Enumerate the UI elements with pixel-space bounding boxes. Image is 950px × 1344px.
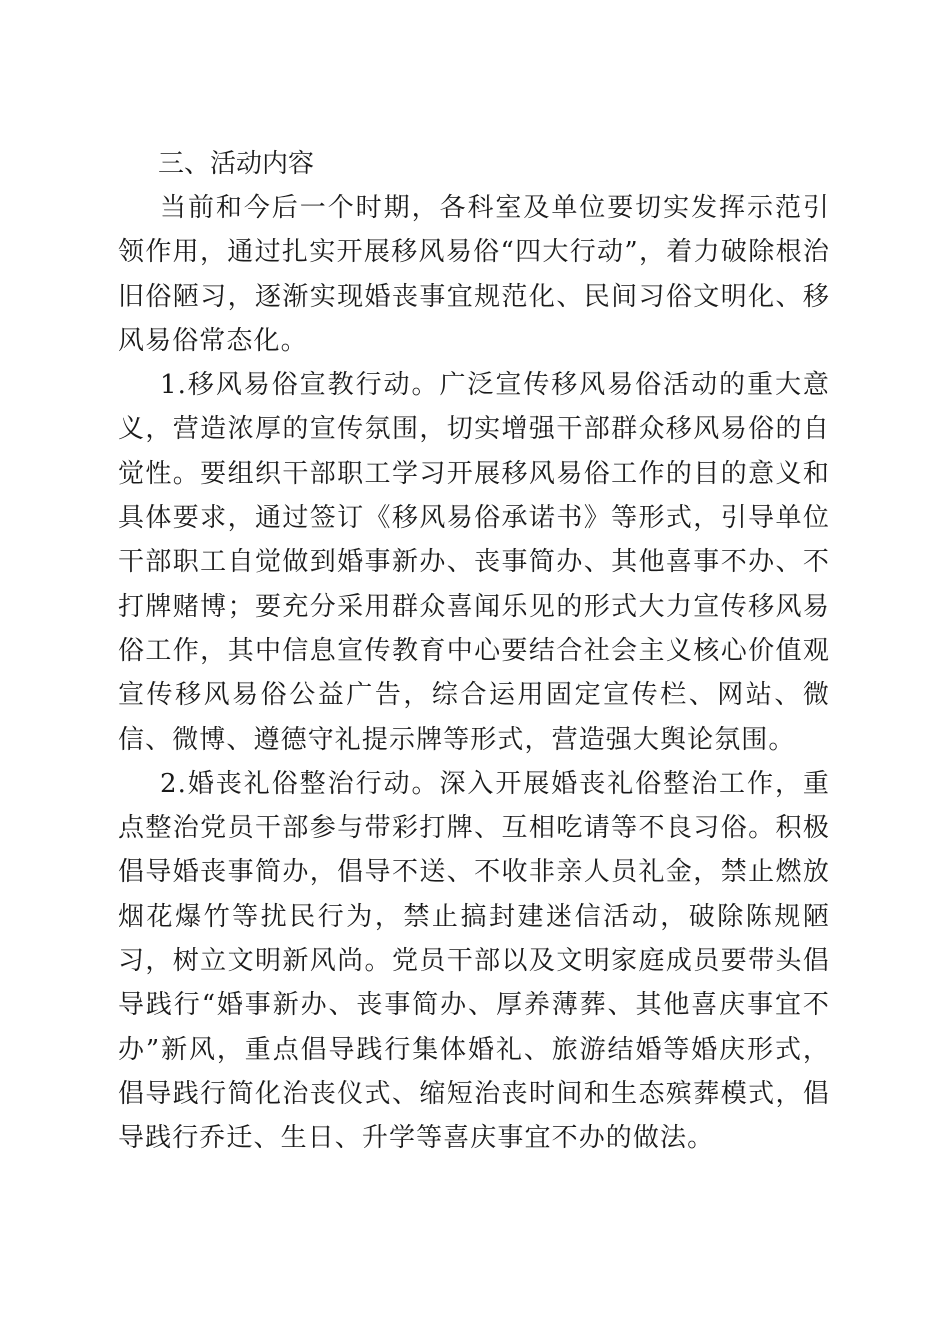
- paragraph-intro: 当前和今后一个时期，各科室及单位要切实发挥示范引领作用，通过扎实开展移风易俗“四大行动”，着力破除根治旧俗陋习，逐渐实现婚丧事宜规范化、民间习俗文明化、移风易俗常态化。: [118, 193, 830, 356]
- document-body: [118, 142, 830, 1161]
- section-heading: 三、活动内容: [158, 149, 315, 179]
- paragraph-wedding-funeral-action: 2.婚丧礼俗整治行动。深入开展婚丧礼俗整治工作，重点整治党员干部参与带彩打牌、互相吃请等不良习俗。积极倡导婚丧事简办，倡导不送、不收非亲人员礼金，禁止燃放烟花爆竹等扰民行为，禁止搞封建迷信活动，破除陈规陋习，树立文明新风尚。党员干部以及文明家庭成员要带头倡导践行“婚事新办、丧事简办、厚养薄葬、其他喜庆事宜不办”新风，重点倡导践行集体婚礼、旅游结婚等婚庆形式，倡导践行简化治丧仪式、缩短治丧时间和生态殡葬模式，倡导践行乔迁、生日、升学等喜庆事宜不办的做法。: [118, 768, 830, 1154]
- paragraph-publicity-action: 1.移风易俗宣教行动。广泛宣传移风易俗活动的重大意义，营造浓厚的宣传氛围，切实增强干部群众移风易俗的自觉性。要组织干部职工学习开展移风易俗工作的目的意义和具体要求，通过签订《移风易俗承诺书》等形式，引导单位干部职工自觉做到婚事新办、丧事简办、其他喜事不办、不打牌赌博；要充分采用群众喜闻乐见的形式大力宣传移风易俗工作，其中信息宣传教育中心要结合社会主义核心价值观宣传移风易俗公益广告，综合运用固定宣传栏、网站、微信、微博、遵德守礼提示牌等形式，营造强大舆论氛围。: [118, 370, 830, 755]
